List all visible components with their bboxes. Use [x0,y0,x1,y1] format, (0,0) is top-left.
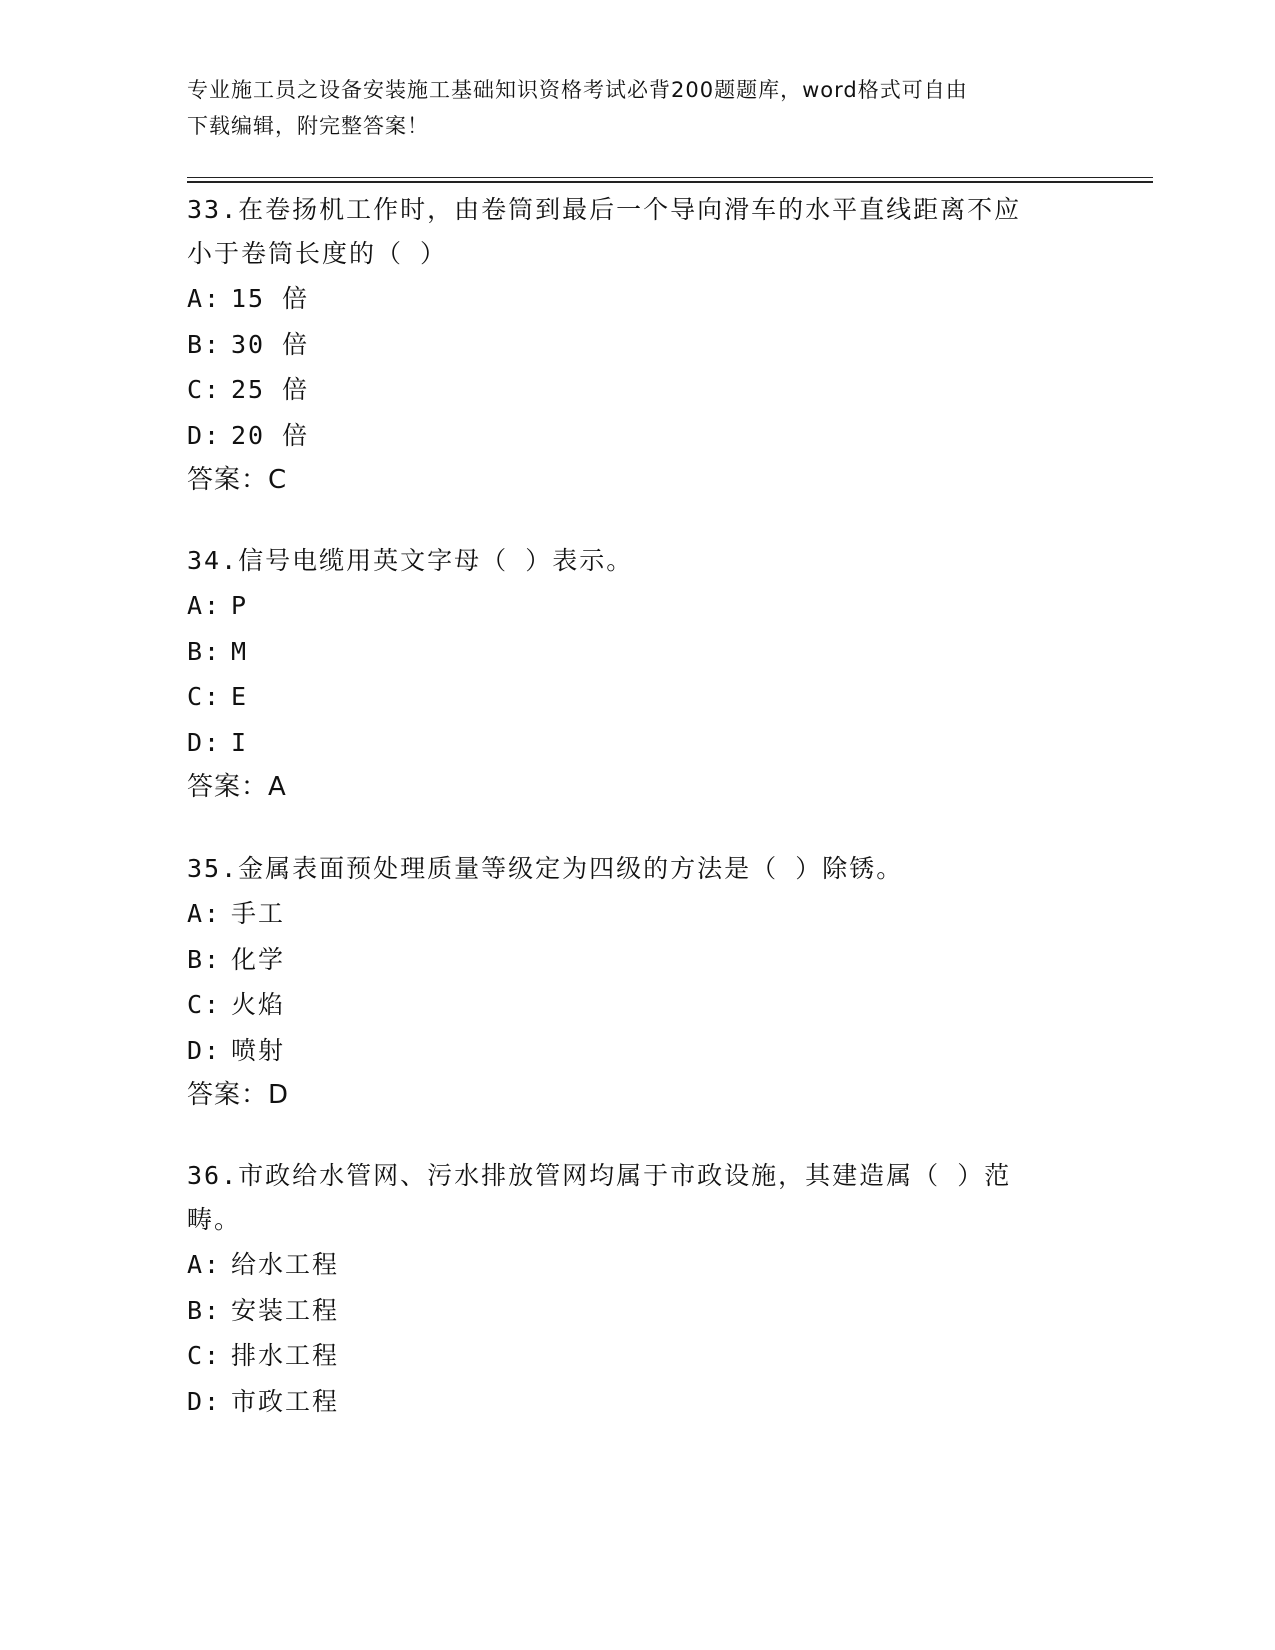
option-a [187,583,1087,629]
option-text: 给水工程 [231,1250,340,1279]
option-d [187,720,1087,766]
option-d [187,1028,1087,1074]
option-text: P [231,591,249,620]
header-line-1: 专业施工员之设备安装施工基础知识资格考试必背200题题库，word格式可自由 [187,78,968,102]
document-header [187,72,1067,144]
option-d [187,1379,1087,1425]
option-b [187,1288,1087,1334]
option-letter: D: [187,1386,222,1416]
option-text: 火焰 [231,990,286,1019]
option-letter: D: [187,1035,222,1065]
option-c [187,982,1087,1028]
option-text: 市政工程 [231,1386,340,1416]
option-text: 化学 [231,944,286,974]
option-letter: A: [187,1250,222,1279]
option-letter: A: [187,591,222,620]
option-text: 25 倍 [231,375,310,404]
option-a [187,1242,1087,1288]
answer-line: 答案：C [187,465,288,495]
question-stem-continued: 畴。 [187,1205,242,1234]
option-c [187,1333,1087,1379]
option-text: E [231,682,249,711]
option-text: 排水工程 [231,1341,340,1370]
option-letter: A: [187,899,222,928]
header-line-2: 下载编辑，附完整答案！ [187,114,429,138]
option-letter: A: [187,284,222,313]
option-a [187,276,1087,322]
question-33 [187,188,1087,502]
option-text: 20 倍 [231,420,310,450]
answer-line: 答案：A [187,772,287,802]
option-text: 15 倍 [231,284,310,313]
question-stem: 35.金属表面预处理质量等级定为四级的方法是（ ）除锈。 [187,854,904,883]
header-divider-thick [187,181,1153,183]
option-a [187,891,1087,937]
option-c [187,367,1087,413]
option-b [187,322,1087,368]
question-stem: 36.市政给水管网、污水排放管网均属于市政设施，其建造属（ ）范 [187,1161,1012,1190]
question-stem: 34.信号电缆用英文字母（ ）表示。 [187,546,634,575]
question-35 [187,847,1087,1117]
option-b [187,629,1087,675]
option-letter: C: [187,375,222,404]
option-text: 30 倍 [231,329,310,359]
option-letter: B: [187,329,222,359]
option-letter: C: [187,682,222,711]
option-text: 手工 [231,899,286,928]
option-text: 喷射 [231,1035,286,1065]
option-letter: D: [187,727,222,757]
option-text: I [231,727,249,757]
option-c [187,674,1087,720]
header-divider-thin [187,177,1153,178]
option-letter: B: [187,1295,222,1325]
option-letter: C: [187,990,222,1019]
option-letter: B: [187,944,222,974]
option-letter: D: [187,420,222,450]
option-letter: C: [187,1341,222,1370]
option-b [187,937,1087,983]
question-stem-continued: 小于卷筒长度的（ ） [187,239,448,268]
option-text: 安装工程 [231,1295,340,1325]
question-34 [187,539,1087,809]
question-stem: 33.在卷扬机工作时，由卷筒到最后一个导向滑车的水平直线距离不应 [187,195,1022,224]
option-text: M [231,636,249,666]
option-d [187,413,1087,459]
option-letter: B: [187,636,222,666]
answer-line: 答案：D [187,1080,290,1110]
question-36 [187,1154,1087,1424]
